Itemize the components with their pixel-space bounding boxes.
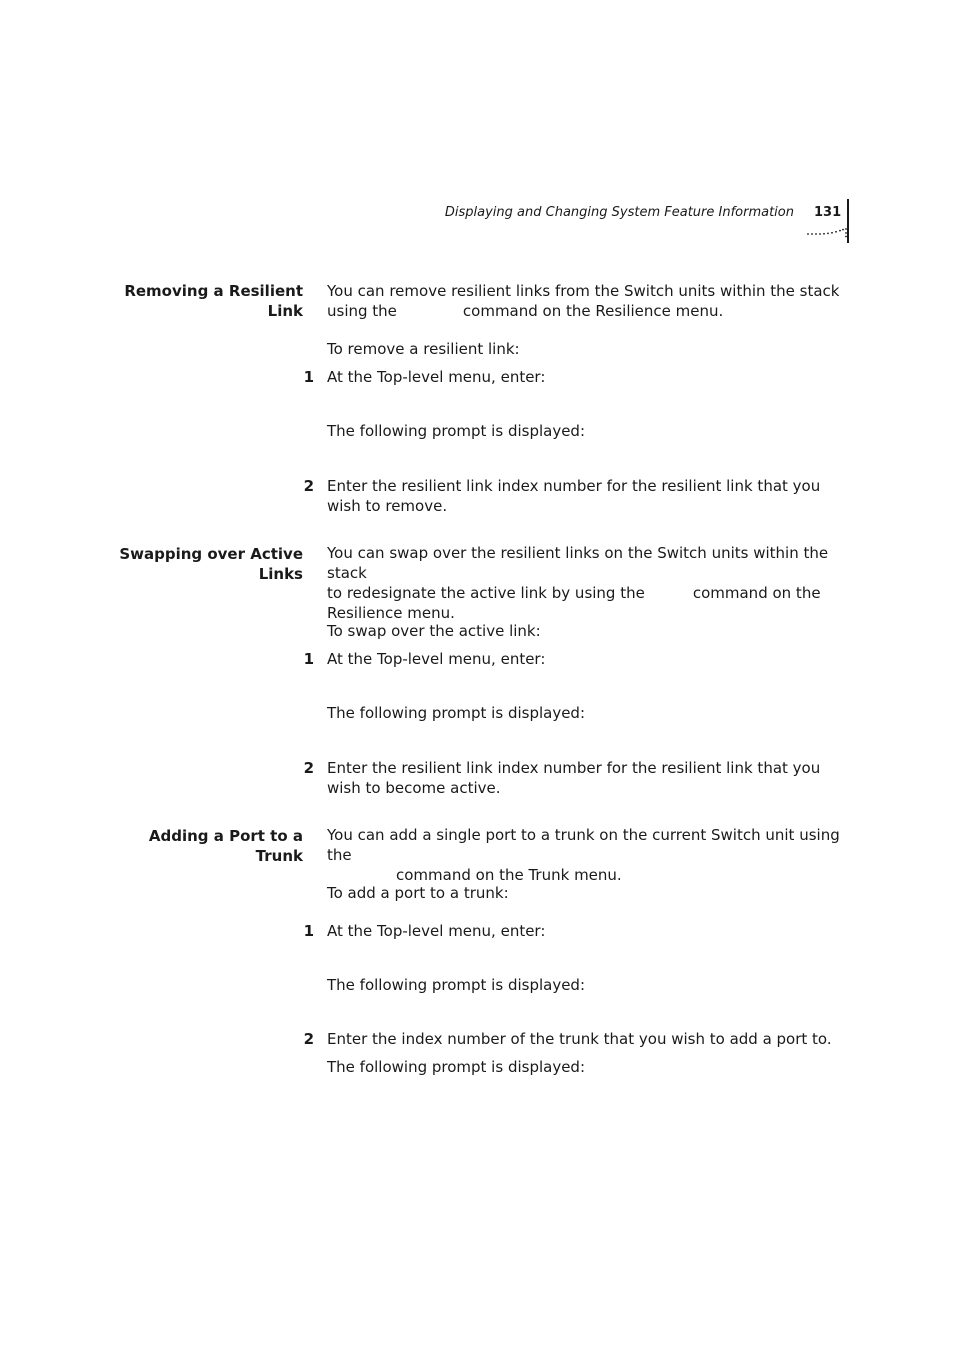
intro-text: using the bbox=[327, 302, 397, 320]
page-number: 131 bbox=[814, 205, 842, 220]
heading-line: Link bbox=[267, 302, 303, 320]
step-number: 1 bbox=[303, 922, 314, 940]
section-heading-swapping-active-links bbox=[103, 544, 303, 584]
heading-line: Removing a Resilient bbox=[124, 282, 303, 300]
section-intro bbox=[327, 543, 852, 623]
procedure-lead: To remove a resilient link: bbox=[327, 340, 520, 358]
intro-line bbox=[327, 583, 852, 603]
step-text: Enter the resilient link index number for the resilient link that you wish to become active. bbox=[327, 759, 821, 797]
intro-line: You can swap over the resilient links on the Switch units within the stack bbox=[327, 544, 829, 582]
intro-line bbox=[327, 865, 852, 885]
section-intro bbox=[327, 825, 852, 885]
prompt-text: The following prompt is displayed: bbox=[327, 976, 586, 994]
step-text: At the Top-level menu, enter: bbox=[327, 650, 546, 668]
intro-text: to redesignate the active link by using the bbox=[327, 584, 645, 602]
header-dots-decoration bbox=[806, 226, 848, 238]
intro-line: You can remove resilient links from the Switch units within the stack bbox=[327, 282, 840, 300]
step-number: 2 bbox=[303, 477, 314, 495]
prompt-text: The following prompt is displayed: bbox=[327, 704, 586, 722]
intro-text: command on the bbox=[692, 584, 821, 602]
heading-line: Swapping over Active bbox=[119, 545, 303, 563]
step-number: 2 bbox=[303, 759, 314, 777]
prompt-text: The following prompt is displayed: bbox=[327, 422, 586, 440]
heading-line: Links bbox=[258, 565, 303, 583]
intro-line: You can add a single port to a trunk on the current Switch unit using the bbox=[327, 826, 840, 864]
section-intro bbox=[327, 281, 852, 321]
section-heading-removing-resilient-link bbox=[103, 281, 303, 321]
step-number: 1 bbox=[303, 650, 314, 668]
step-number: 1 bbox=[303, 368, 314, 386]
section-heading-adding-port-to-trunk bbox=[103, 826, 303, 866]
intro-line: Resilience menu. bbox=[327, 604, 455, 622]
procedure-lead: To add a port to a trunk: bbox=[327, 884, 509, 902]
heading-line: Trunk bbox=[255, 847, 303, 865]
intro-text: command on the Resilience menu. bbox=[462, 302, 724, 320]
running-header-title: Displaying and Changing System Feature Information bbox=[444, 205, 794, 220]
step-number: 2 bbox=[303, 1030, 314, 1048]
intro-line bbox=[327, 301, 852, 321]
prompt-text: The following prompt is displayed: bbox=[327, 1058, 586, 1076]
step-text: At the Top-level menu, enter: bbox=[327, 922, 546, 940]
heading-line: Adding a Port to a bbox=[148, 827, 303, 845]
step-text: Enter the index number of the trunk that you wish to add a port to. bbox=[327, 1030, 832, 1048]
procedure-lead: To swap over the active link: bbox=[327, 622, 541, 640]
step-text: Enter the resilient link index number for the resilient link that you wish to remove. bbox=[327, 477, 821, 515]
intro-text: command on the Trunk menu. bbox=[396, 866, 622, 884]
step-text: At the Top-level menu, enter: bbox=[327, 368, 546, 386]
